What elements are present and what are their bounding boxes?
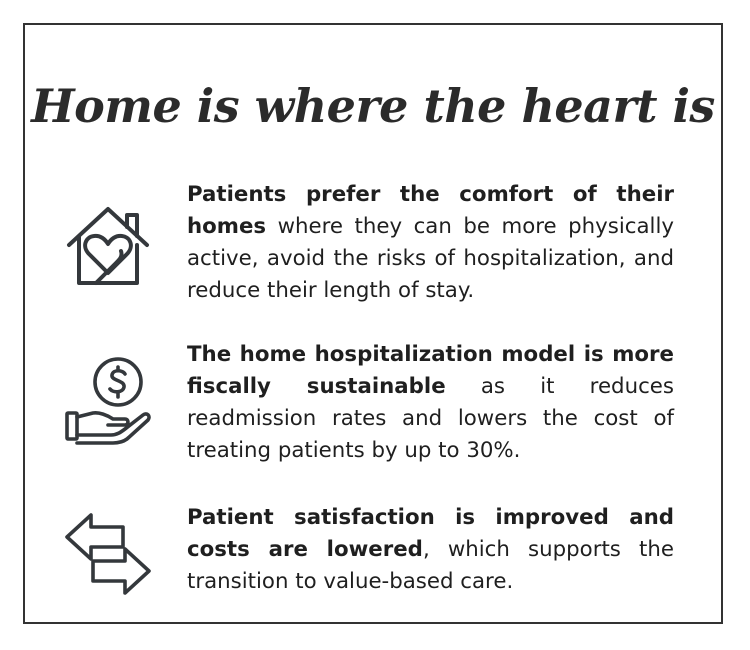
house-heart-icon bbox=[63, 201, 153, 291]
hand-holding-coin-icon bbox=[63, 355, 153, 445]
item-bold-text: Patients prefer the comfort of their homes bbox=[187, 182, 674, 239]
item-bold-text: Patient satisfaction is improved and costs are lowered bbox=[187, 505, 674, 562]
item-text bbox=[187, 179, 674, 307]
item-text bbox=[187, 502, 674, 598]
page-title: Home is where the heart is bbox=[31, 79, 715, 133]
item-body-text: as it reduces readmission rates and lowers the cost of treating patients by up to 30%. bbox=[187, 374, 674, 463]
infographic-card bbox=[23, 23, 723, 624]
item-body-text: where they can be more physically active, avoid the risks of hospitalization, and reduce their length of stay. bbox=[187, 214, 674, 303]
item-text bbox=[187, 339, 674, 467]
item-body-text: , which supports the transition to value-based care. bbox=[187, 537, 674, 594]
exchange-arrows-icon bbox=[63, 509, 153, 599]
item-bold-text: The home hospitalization model is more fiscally sustainable bbox=[187, 342, 674, 399]
